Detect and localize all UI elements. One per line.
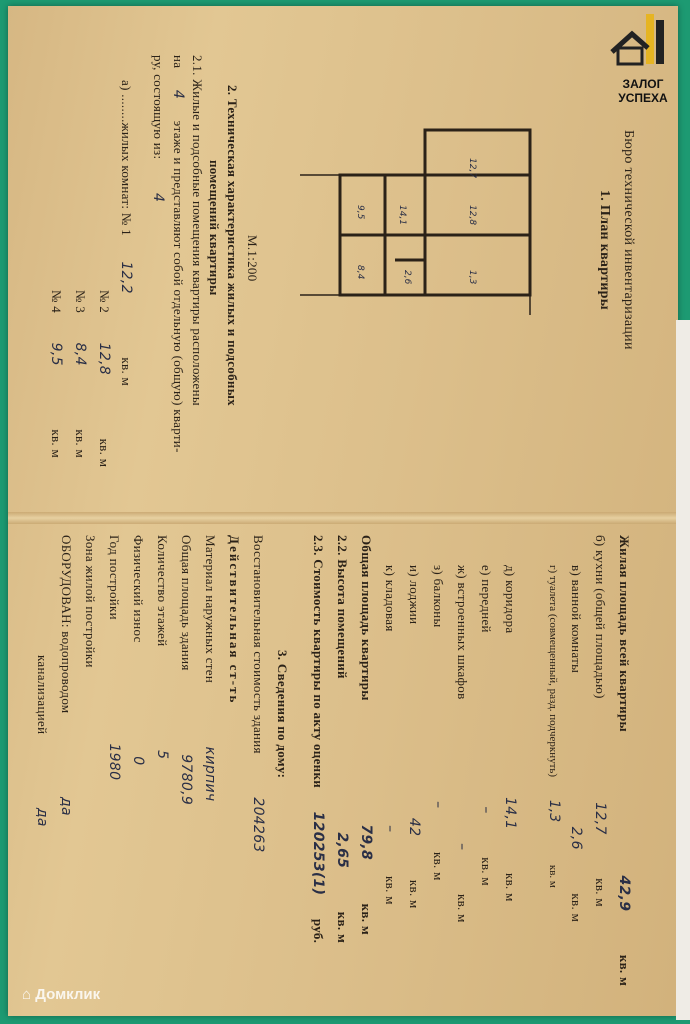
area-row [358, 535, 374, 935]
house-row-value: 1980 [106, 743, 122, 781]
floor-plan [300, 120, 540, 315]
area-row-unit: кв. м [407, 879, 422, 909]
room-row-value: 8,4 [72, 342, 88, 366]
section3-title: 3. Сведения по дому: [275, 650, 290, 779]
area-row-value: – [430, 801, 446, 809]
house-row [154, 535, 170, 759]
room-row-label: № 4 [49, 290, 64, 314]
plan-label-room4: 9,5 [355, 205, 365, 220]
area-row-unit: кв. м [569, 893, 584, 923]
area-row-label: к) кладовая [383, 565, 398, 632]
area-row [382, 565, 398, 905]
area-row [430, 565, 446, 881]
area-row-value: 1,3 [546, 799, 562, 823]
room-row [72, 290, 88, 458]
house-row-value: 204263 [250, 797, 266, 853]
house-row-label: Зона жилой постройки [83, 535, 98, 668]
area-row [454, 565, 470, 923]
floor-prefix: на [171, 55, 186, 69]
area-row [406, 565, 422, 909]
background-strip [676, 320, 690, 1020]
house-row-value: 0 [130, 756, 146, 766]
area-row-unit: кв. м [547, 864, 559, 888]
area-row-label: б) кухни (общей площадью) [593, 535, 608, 699]
area-row-unit: кв. м [455, 893, 470, 923]
plan-label-bath: 2,6 [402, 270, 412, 285]
house-row-label: Количество этажей [155, 535, 170, 647]
area-row [478, 565, 494, 886]
house-row [106, 535, 122, 780]
area-row [502, 565, 518, 902]
logo-text-2: УСПЕХА [618, 91, 668, 105]
area-row-unit: кв. м [383, 876, 398, 905]
plan-label-room2: 12,8 [467, 205, 477, 226]
area-row-value: 2,6 [568, 826, 584, 850]
area-row-value: 12,7 [592, 802, 608, 835]
area-row [616, 535, 632, 986]
domclick-watermark [22, 986, 100, 1003]
area-row [546, 565, 562, 888]
house-row-value: да [34, 807, 50, 827]
house-row [130, 535, 146, 765]
house-row-label: Общая площадь здания [179, 535, 194, 671]
room-row-value: 9,5 [48, 342, 64, 366]
area-row-value: 42 [406, 817, 422, 837]
area-row-label: ж) встроенных шкафов [455, 565, 470, 700]
house-row-label: Физический износ [131, 535, 146, 643]
house-row-label: Материал наружных стен [203, 535, 218, 684]
house-row-value: да [58, 796, 74, 816]
area-row-label: г) туалета (совмещенный, разд. подчеркнуть) [547, 565, 559, 778]
room-row [118, 80, 134, 386]
bureau-title: Бюро технической инвентаризации [621, 130, 636, 350]
section2-title: 2. Техническая характеристика жилых и подсобных [225, 85, 240, 406]
rooms-count: 4 [150, 192, 166, 203]
house-row-value: кирпич [202, 746, 218, 802]
house-row [58, 535, 74, 816]
floor-suffix: этаже и представляют собой отдельную (общую) кварти- [171, 120, 186, 453]
area-row-label: д) коридора [503, 565, 518, 634]
area-row-unit: кв. м [479, 857, 494, 886]
area-row-unit: кв. м [431, 852, 446, 881]
area-row-unit: кв. м [503, 873, 518, 902]
area-row [310, 535, 326, 943]
house-row-value: 5 [154, 750, 170, 760]
room-row [96, 290, 112, 467]
page-fold [8, 512, 678, 524]
area-row-unit: кв. м [617, 954, 632, 987]
house-row [226, 535, 242, 744]
house-row [34, 655, 50, 827]
section2-paragraph-2 [170, 55, 186, 453]
room-row [48, 290, 64, 458]
plan-label-corridor: 14,1 [397, 205, 407, 226]
room-row-value: 12,8 [96, 342, 112, 375]
area-row-value: – [454, 843, 470, 851]
area-row-value: 2,65 [334, 832, 350, 869]
area-row [592, 535, 608, 907]
house-row-label: Восстановительная стоимость здания [251, 535, 266, 754]
area-row-value: 42,9 [616, 875, 632, 912]
area-row [334, 535, 350, 943]
section2-paragraph-3 [150, 55, 166, 202]
room-row-unit: кв. м [49, 429, 64, 459]
plan-title: 1. План квартиры [597, 190, 612, 310]
area-row-value: – [478, 806, 494, 814]
section2-paragraph-1: 2.1. Жилые и подсобные помещения квартиры расположены [190, 55, 205, 406]
room-row-label: № 2 [97, 290, 112, 314]
house-row-value: 9780,9 [178, 754, 194, 806]
section2-title-2: помещений квартиры [207, 160, 222, 296]
area-row-value: 120253(1) [310, 811, 326, 896]
rooms-text: ру, состоящую из: [151, 55, 166, 160]
area-row-label: з) балконы [431, 565, 446, 628]
brand-logo [608, 12, 678, 105]
house-row-label: Действительная ст-ть [227, 535, 242, 705]
area-row-unit: кв. м [359, 903, 374, 936]
area-row-label: 2.2. Высота помещений [335, 535, 350, 679]
domclick-label: Домклик [35, 986, 101, 1003]
area-row-unit: руб. [311, 918, 326, 944]
room-row-label: а) ........жилых комнат: № 1 [119, 80, 134, 236]
room-row-unit: кв. м [119, 357, 134, 387]
area-row-label: Жилая площадь всей квартиры [617, 535, 632, 732]
house-row [178, 535, 194, 805]
area-row-unit: кв. м [593, 878, 608, 907]
house-row-label: канализацией [35, 655, 50, 735]
area-row-label: и) лоджии [407, 565, 422, 625]
house-row-label: Год постройки [107, 535, 122, 620]
area-row-label: е) передней [479, 565, 494, 633]
house-logo-icon [608, 12, 678, 72]
area-row-label: Общая площадь квартиры [359, 535, 374, 701]
room-row-value: 12,2 [118, 261, 134, 294]
house-row [82, 535, 98, 708]
area-row-value: 79,8 [358, 824, 374, 861]
domclick-icon: ⌂ [22, 986, 32, 1003]
plan-label-kitchen: 12,7 [467, 158, 477, 179]
area-row-unit: кв. м [335, 911, 350, 944]
area-row-label: в) ванной комнаты [569, 565, 584, 674]
scale-label: М.1:200 [245, 235, 260, 282]
house-row-label: ОБОРУДОВАН: водопроводом [59, 535, 74, 714]
room-row-label: № 3 [73, 290, 88, 314]
plan-label-room3: 8,4 [355, 265, 365, 280]
floor-value: 4 [170, 89, 186, 100]
room-row-unit: кв. м [97, 438, 112, 468]
house-row [202, 535, 218, 801]
house-row [250, 535, 266, 853]
area-row [568, 565, 584, 922]
plan-label-room1: 1,3 [467, 270, 477, 285]
area-row-label: 2.3. Стоимость квартиры по акту оценки [311, 535, 326, 789]
area-row-value: – [382, 825, 398, 833]
logo-text-1: ЗАЛОГ [622, 77, 664, 91]
area-row-value: 14,1 [502, 797, 518, 830]
room-row-unit: кв. м [73, 429, 88, 459]
